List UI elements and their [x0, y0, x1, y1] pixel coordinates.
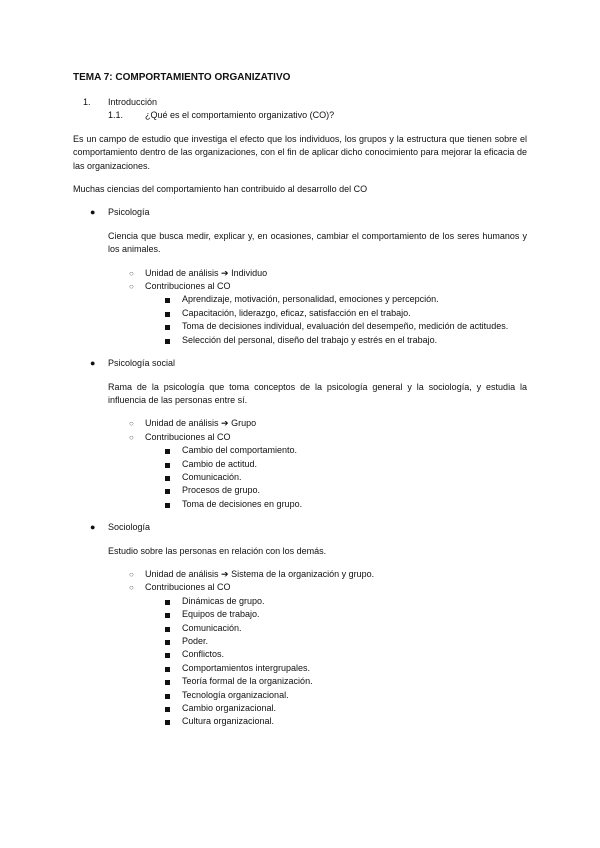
contribution-item: [73, 307, 527, 320]
science-name: Psicología: [108, 207, 150, 218]
contribution-item: [73, 498, 527, 511]
square-bullet-icon: [165, 600, 170, 605]
square-bullet-icon: [165, 667, 170, 672]
analysis-unit-text: Unidad de análisis ➔ Individuo: [145, 267, 268, 278]
contribution-text: Conflictos.: [182, 649, 225, 660]
intro-paragraph: Es un campo de estudio que investiga el efecto que los individuos, los grupos y la estructura que tienen sobre el comportamiento dentro de las organizaciones, con el fin de aplicar dicho conocimiento para mejorar la eficacia de las organizaciones.: [73, 133, 527, 171]
science-item: [73, 521, 527, 534]
square-bullet-icon: [165, 298, 170, 303]
square-bullet-icon: [165, 707, 170, 712]
contribution-item: [73, 622, 527, 635]
contribution-item: [73, 715, 527, 728]
circle-bullet-icon: ○: [129, 569, 134, 579]
document-title: TEMA 7: COMPORTAMIENTO ORGANIZATIVO: [73, 72, 291, 83]
contribution-text: Dinámicas de grupo.: [182, 595, 265, 606]
contribution-text: Cambio de actitud.: [182, 458, 258, 469]
circle-bullet-icon: ○: [129, 432, 134, 442]
contribution-text: Poder.: [182, 636, 209, 646]
contribution-text: Toma de decisiones en grupo.: [182, 498, 303, 509]
square-bullet-icon: [165, 489, 170, 494]
contributions-heading: [73, 431, 527, 444]
analysis-unit-text: Unidad de análisis ➔ Grupo: [145, 418, 257, 429]
contributions-label: Contribuciones al CO: [145, 582, 231, 593]
section-heading: [73, 96, 527, 109]
contribution-text: Cambio del comportamiento.: [182, 445, 298, 456]
contribution-item: [73, 702, 527, 715]
contribution-text: Cultura organizacional.: [182, 716, 275, 727]
square-bullet-icon: [165, 640, 170, 645]
contribution-item: [73, 458, 527, 471]
square-bullet-icon: [165, 613, 170, 618]
square-bullet-icon: [165, 449, 170, 454]
bullet-icon: ●: [90, 358, 96, 369]
bullet-icon: ●: [90, 207, 96, 218]
contribution-text: Cambio organizacional.: [182, 703, 277, 714]
science-description: Ciencia que busca medir, explicar y, en ocasiones, cambiar el comportamiento de los seres humanos y los animales.: [108, 230, 527, 255]
section-label: Introducción: [108, 97, 158, 107]
contribution-item: [73, 675, 527, 688]
subsection-label: ¿Qué es el comportamiento organizativo (CO)?: [145, 110, 335, 121]
circle-bullet-icon: ○: [129, 583, 134, 593]
circle-bullet-icon: ○: [129, 282, 134, 292]
square-bullet-icon: [165, 463, 170, 468]
contribution-text: Comportamientos intergrupales.: [182, 662, 311, 673]
science-name: Sociología: [108, 522, 151, 533]
contribution-item: [73, 334, 527, 347]
contributions-label: Contribuciones al CO: [145, 281, 231, 292]
contribution-item: [73, 635, 527, 648]
circle-bullet-icon: ○: [129, 268, 134, 278]
contribution-item: [73, 320, 527, 333]
contribution-text: Procesos de grupo.: [182, 485, 261, 496]
square-bullet-icon: [165, 339, 170, 344]
section-number: 1.: [83, 97, 91, 107]
bullet-icon: ●: [90, 522, 96, 533]
contribution-item: [73, 608, 527, 621]
contribution-item: [73, 662, 527, 675]
square-bullet-icon: [165, 312, 170, 317]
square-bullet-icon: [165, 325, 170, 330]
contribution-item: [73, 484, 527, 497]
science-description: Rama de la psicología que toma conceptos de la psicología general y la sociología, y estudia la influencia de las personas entre sí.: [108, 381, 527, 405]
contribution-text: Toma de decisiones individual, evaluación del desempeño, medición de actitudes.: [182, 321, 509, 332]
contribution-item: [73, 648, 527, 661]
analysis-unit-text: Unidad de análisis ➔ Sistema de la organización y grupo.: [145, 568, 375, 579]
contribution-text: Equipos de trabajo.: [182, 609, 260, 620]
science-item: [73, 357, 527, 370]
contribution-text: Comunicación.: [182, 471, 242, 482]
square-bullet-icon: [165, 503, 170, 508]
square-bullet-icon: [165, 720, 170, 725]
square-bullet-icon: [165, 627, 170, 632]
contribution-text: Teoría formal de la organización.: [182, 676, 313, 687]
subsection-heading: [73, 109, 527, 122]
lead-paragraph: Muchas ciencias del comportamiento han contribuido al desarrollo del CO: [73, 184, 368, 195]
document-page: [73, 71, 527, 729]
analysis-unit: [73, 417, 527, 430]
contribution-text: Aprendizaje, motivación, personalidad, emociones y percepción.: [182, 294, 439, 305]
analysis-unit: [73, 267, 527, 280]
science-description: Estudio sobre las personas en relación con los demás.: [108, 545, 327, 556]
subsection-number: 1.1.: [108, 110, 124, 121]
contribution-text: Tecnología organizacional.: [182, 689, 289, 700]
contributions-heading: [73, 280, 527, 293]
square-bullet-icon: [165, 694, 170, 699]
contributions-heading: [73, 581, 527, 594]
contributions-label: Contribuciones al CO: [145, 431, 231, 442]
contribution-text: Comunicación.: [182, 622, 242, 633]
contribution-item: [73, 471, 527, 484]
square-bullet-icon: [165, 680, 170, 685]
science-item: [73, 206, 527, 219]
contribution-item: [73, 444, 527, 457]
contribution-text: Capacitación, liderazgo, eficaz, satisfacción en el trabajo.: [182, 307, 411, 318]
contribution-item: [73, 595, 527, 608]
contribution-item: [73, 689, 527, 702]
analysis-unit: [73, 568, 527, 581]
contribution-item: [73, 293, 527, 306]
contribution-text: Selección del personal, diseño del trabajo y estrés en el trabajo.: [182, 334, 438, 345]
square-bullet-icon: [165, 653, 170, 658]
square-bullet-icon: [165, 476, 170, 481]
circle-bullet-icon: ○: [129, 419, 134, 429]
science-name: Psicología social: [108, 358, 176, 369]
